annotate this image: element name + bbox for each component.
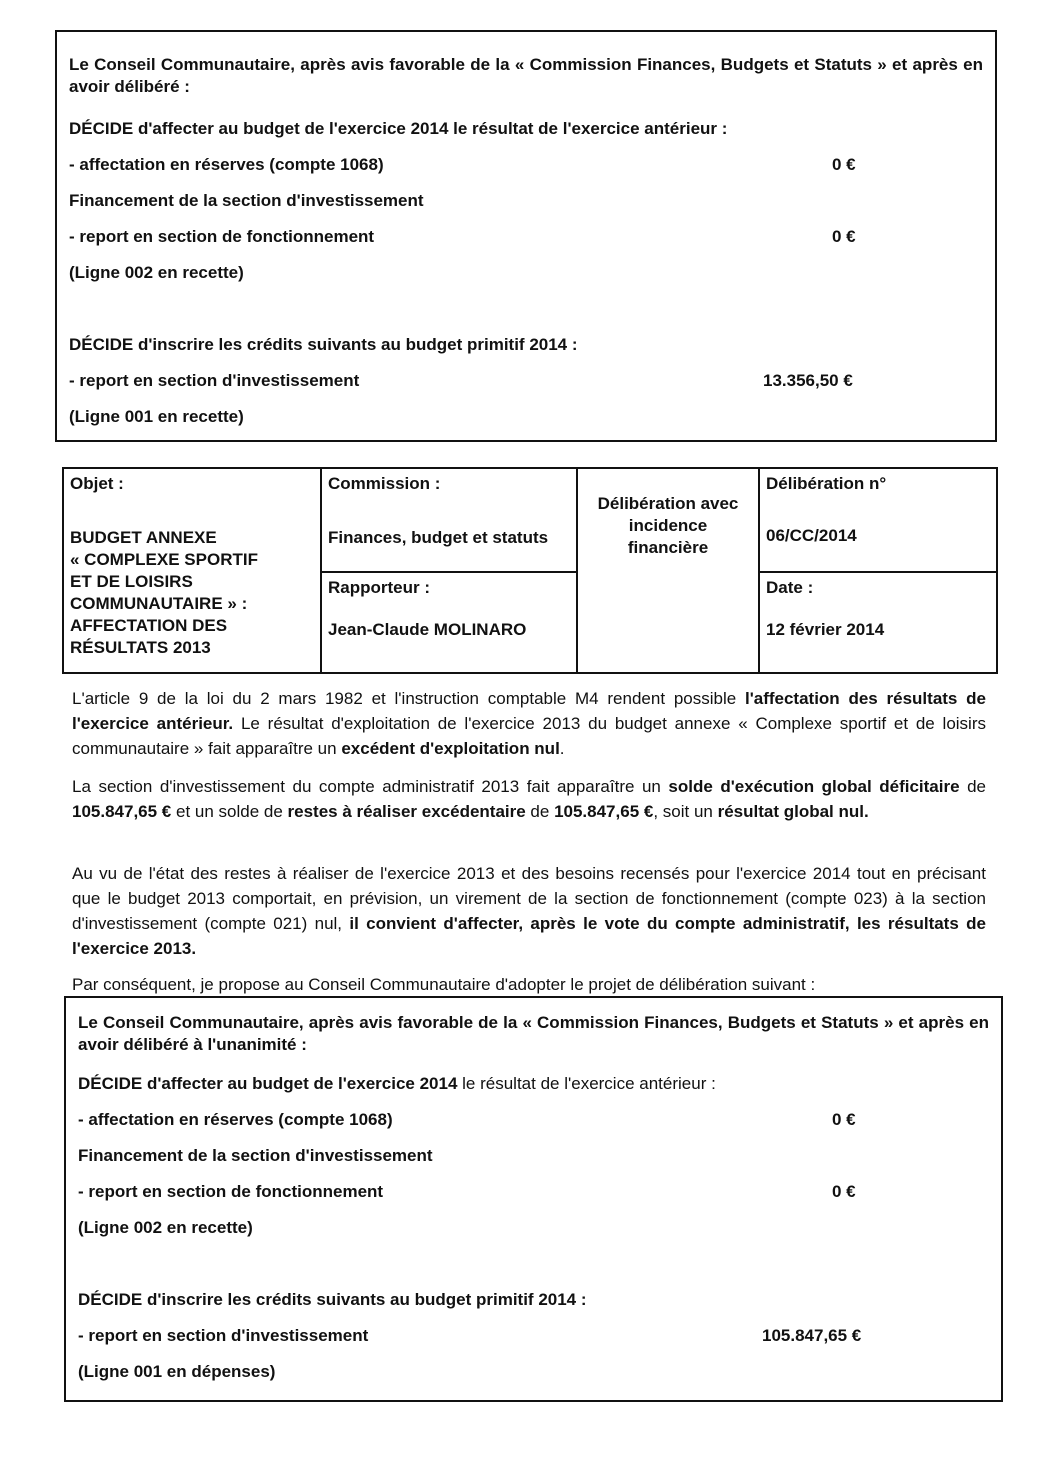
commission-label: Commission : [328,474,441,493]
box1-intro: Le Conseil Communautaire, après avis favorable de la « Commission Finances, Budgets et Statuts » et après en avoir délibéré : [69,55,983,96]
box1-fonctionnement-amount: 0 € [832,227,856,246]
objet-column [64,469,322,672]
commission-value: Finances, budget et statuts [328,528,549,547]
date-value: 12 février 2014 [766,620,885,639]
box1-ligne-001: (Ligne 001 en recette) [69,407,244,426]
box2-financement: Financement de la section d'investissement [78,1146,433,1165]
paragraph-proposition: Par conséquent, je propose au Conseil Communautaire d'adopter le projet de délibération suivant : [72,975,816,994]
box2-fonctionnement-row: - report en section de fonctionnement 0 € [78,1182,856,1201]
commission-divider [322,571,576,573]
incidence-text: Délibération avec incidence financière [597,494,739,557]
commission-column [322,469,578,672]
box2-ligne-001: (Ligne 001 en dépenses) [78,1362,276,1381]
paragraph-investissement: La section d'investissement du compte administratif 2013 fait apparaître un solde d'exécution global déficitaire de 105.847,65 € et un solde de restes à réaliser excédentaire de 105.847,65 €, soit un résultat global nul. [72,777,987,821]
box2-investissement-row: - report en section d'investissement 105.847,65 € [78,1326,862,1345]
incidence-column [578,469,760,672]
paragraph-article: L'article 9 de la loi du 2 mars 1982 et l'instruction comptable M4 rendent possible l'affectation des résultats de l'exercice antérieur. Le résultat d'exploitation de l'exercice 2013 du budget annexe « Complexe sportif et de loisirs communautaire » fait apparaître un excédent d'exploitation nul. [72,689,987,758]
box2-reserves-row: - affectation en réserves (compte 1068) 0 € [78,1110,856,1129]
box2-ligne-002: (Ligne 002 en recette) [78,1218,253,1237]
box2-investissement-amount: 105.847,65 € [762,1326,862,1345]
box2-reserves-amount: 0 € [832,1110,856,1129]
paragraph-restes: Au vu de l'état des restes à réaliser de l'exercice 2013 et des besoins recensés pour l'exercice 2014 tout en précisant que le budget 2013 comportait, en prévision, un virement de la section de fonctionnement (compte 023) à la section d'investissement (compte 021) nul, il convient d'affecter, après le vote du compte administratif, les résultats de l'exercice 2013. [72,864,986,958]
box2-decide-inscrire: DÉCIDE d'inscrire les crédits suivants au budget primitif 2014 : [78,1290,587,1309]
box1-reserves-row: - affectation en réserves (compte 1068) 0 € [69,155,856,174]
date-label: Date : [766,578,814,597]
box1-ligne-002: (Ligne 002 en recette) [69,263,244,282]
rapporteur-label: Rapporteur : [328,578,430,597]
box1-investissement-row: - report en section d'investissement 13.356,50 € [69,371,853,390]
box2-fonctionnement-amount: 0 € [832,1182,856,1201]
objet-text: BUDGET ANNEXE « COMPLEXE SPORTIF ET DE LOISIRS COMMUNAUTAIRE » : AFFECTATION DES RÉSULTATS 2013 [70,528,258,657]
box2-decide-affect: DÉCIDE d'affecter au budget de l'exercice 2014 le résultat de l'exercice antérieur : [78,1074,716,1093]
decision-box-previous [55,30,997,442]
decision-box-proposed [64,996,1003,1402]
box1-financement: Financement de la section d'investissement [69,191,424,210]
objet-label: Objet : [70,474,124,493]
box1-fonctionnement-row: - report en section de fonctionnement 0 € [69,227,856,246]
deliberation-label: Délibération n° [766,474,887,493]
box1-reserves-amount: 0 € [832,155,856,174]
deliberation-header-table [62,467,998,674]
box1-decide-affect: DÉCIDE d'affecter au budget de l'exercice 2014 le résultat de l'exercice antérieur : [69,119,728,138]
deliberation-column [760,469,996,672]
deliberation-divider [760,571,996,573]
rapporteur-value: Jean-Claude MOLINARO [328,620,527,639]
box1-decide-inscrire: DÉCIDE d'inscrire les crédits suivants au budget primitif 2014 : [69,335,578,354]
box1-investissement-amount: 13.356,50 € [763,371,853,390]
box2-intro: Le Conseil Communautaire, après avis favorable de la « Commission Finances, Budgets et Statuts » et après en avoir délibéré à l'unanimité : [78,1013,989,1054]
deliberation-number: 06/CC/2014 [766,526,857,545]
